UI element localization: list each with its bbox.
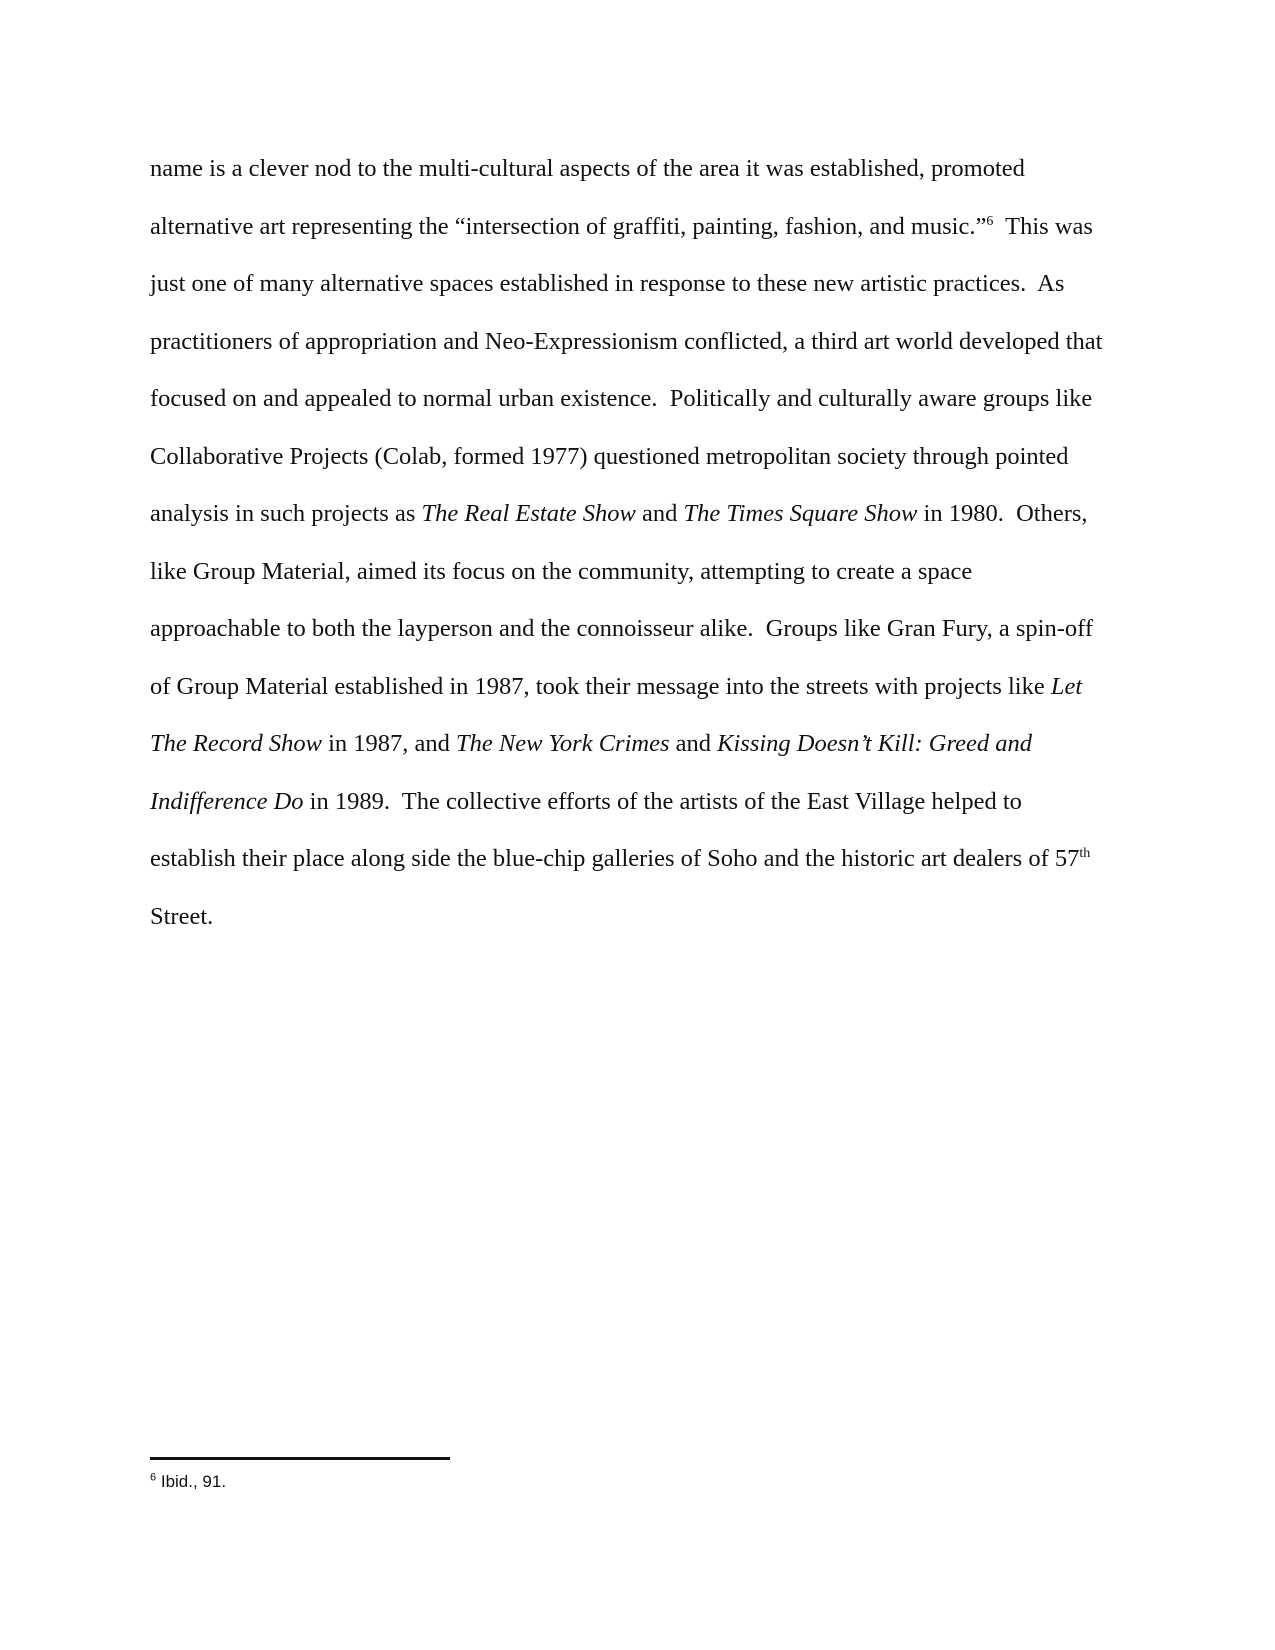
superscript: 6 — [986, 213, 994, 229]
text-line — [150, 485, 1135, 543]
footnote-number: 6 — [150, 1471, 157, 1484]
text-line — [150, 888, 1135, 946]
text-line — [150, 773, 1135, 831]
text-run: establish their place along side the blue-chip galleries of Soho and the historic art dealers of 57 — [150, 845, 1080, 872]
text-line — [150, 313, 1135, 371]
italic-title: Kissing Doesn’t Kill: Greed and — [717, 730, 1033, 757]
footnote-text: Ibid., 91. — [156, 1472, 227, 1491]
text-run: Collaborative Projects (Colab, formed 1977) questioned metropolitan society through pointed — [150, 442, 1069, 470]
body-paragraph — [150, 140, 1135, 945]
text-run: like Group Material, aimed its focus on the community, attempting to create a space — [150, 557, 973, 585]
text-run: in 1980. Others, — [917, 500, 1088, 527]
text-line — [150, 715, 1135, 773]
text-line — [150, 140, 1135, 198]
text-run: in 1987, and — [321, 730, 456, 757]
text-run: This was — [993, 212, 1093, 240]
text-line — [150, 198, 1135, 256]
text-line — [150, 658, 1135, 716]
italic-title: Indifference Do — [150, 787, 304, 815]
text-run: and — [669, 730, 718, 757]
text-line — [150, 370, 1135, 428]
text-line — [150, 830, 1135, 888]
italic-title: Let — [1050, 672, 1083, 700]
text-run: of Group Material established in 1987, took their message into the streets with projects like — [150, 672, 1051, 700]
italic-title: The New York Crimes — [456, 730, 670, 757]
text-run: focused on and appealed to normal urban existence. Politically and culturally aware groups like — [150, 385, 1093, 412]
text-run: approachable to both the layperson and the connoisseur alike. Groups like Gran Fury, a spin-off — [150, 615, 1093, 642]
text-line — [150, 543, 1135, 601]
text-run: just one of many alternative spaces established in response to these new artistic practices. As — [150, 270, 1065, 297]
text-run: analysis in such projects as — [150, 500, 422, 527]
superscript: th — [1079, 845, 1091, 861]
text-line — [150, 428, 1135, 486]
text-run: in 1989. The collective efforts of the artists of the East Village helped to — [303, 787, 1022, 815]
footnote-separator — [150, 1457, 450, 1460]
text-run: alternative art representing the “intersection of graffiti, painting, fashion, and music.” — [150, 212, 987, 240]
italic-title: The Times Square Show — [683, 500, 918, 527]
text-run: and — [635, 500, 684, 527]
italic-title: The Record Show — [150, 730, 322, 757]
text-line — [150, 600, 1135, 658]
text-run: practitioners of appropriation and Neo-Expressionism conflicted, a third art world developed that — [150, 327, 1103, 355]
text-line — [150, 255, 1135, 313]
text-run: Street. — [150, 902, 214, 930]
italic-title: The Real Estate Show — [421, 500, 636, 527]
footnote — [150, 1472, 226, 1492]
text-run: name is a clever nod to the multi-cultural aspects of the area it was established, promoted — [150, 155, 1025, 182]
